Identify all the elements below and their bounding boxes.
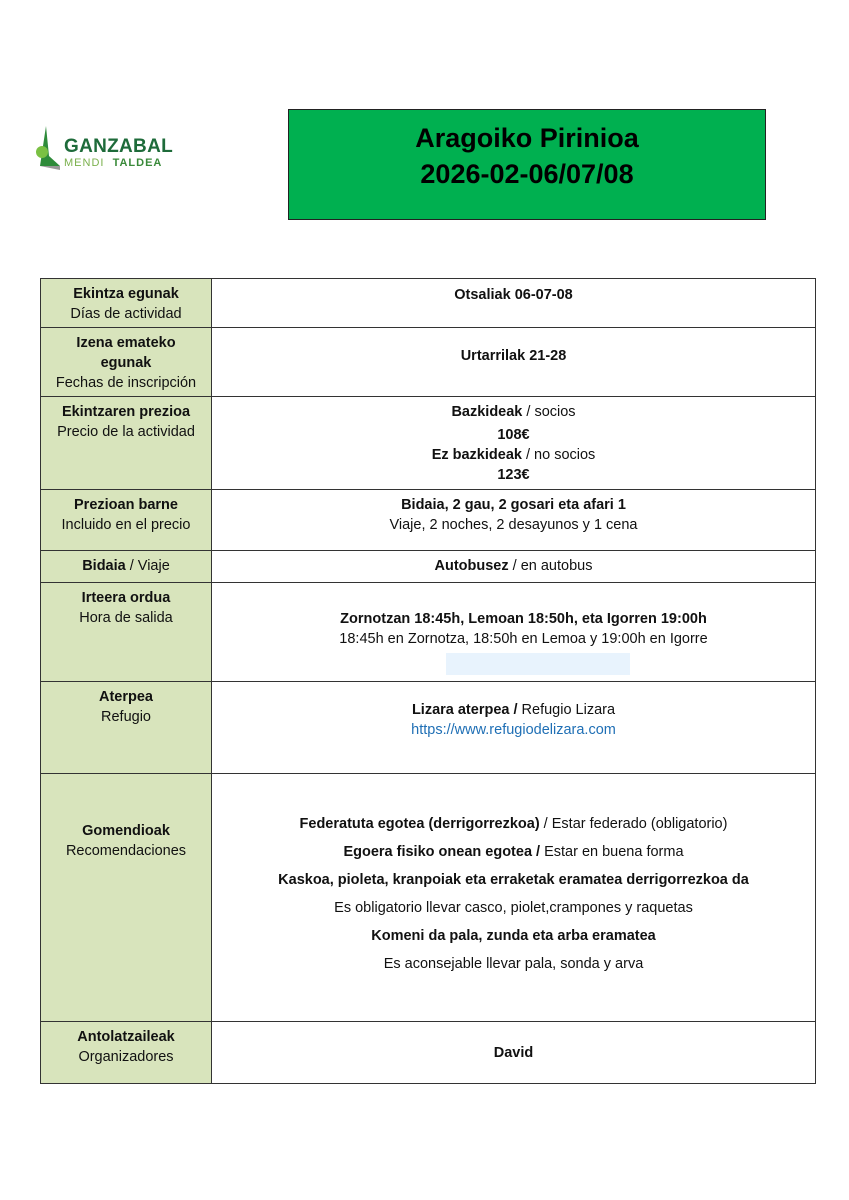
row-label: Aterpea (99, 689, 153, 705)
row-label-es: Días de actividad (70, 306, 182, 322)
recommendation: Es obligatorio llevar casco, piolet,crampones y raquetas (334, 900, 693, 916)
table-row (41, 682, 816, 774)
refuge-link[interactable]: https://www.refugiodelizara.com (411, 722, 616, 738)
registration-dates: Urtarrilak 21-28 (460, 348, 567, 364)
row-label-es: Refugio (101, 709, 151, 725)
recommendation: Egoera fisiko onean egotea / Estar en buena forma (343, 844, 684, 860)
table-row (41, 397, 816, 490)
row-label: Gomendioak (82, 823, 170, 839)
departure-es: 18:45h en Zornotza, 18:50h en Lemoa y 19:00h en Igorre (339, 631, 708, 647)
table-row (41, 583, 816, 682)
row-label-es: Recomendaciones (65, 843, 187, 859)
members-label: Bazkideak (451, 404, 523, 420)
row-label: Bidaia (82, 558, 126, 574)
non-members-label-es: / no socios (521, 447, 596, 463)
row-label: Antolatzaileak (77, 1029, 175, 1045)
non-members-price: 123€ (497, 467, 530, 483)
highlight (446, 653, 630, 675)
recommendation: Kaskoa, pioleta, kranpoiak eta erraketak eramatea derrigorrezkoa da (278, 872, 749, 888)
recommendation: Komeni da pala, zunda eta arba eramatea (371, 928, 656, 944)
table-row (41, 279, 816, 328)
row-label: Irteera ordua (81, 590, 171, 606)
recommendation: Es aconsejable llevar pala, sonda y arva (383, 956, 644, 972)
event-dates: 2026-02-06/07/08 (420, 159, 634, 189)
table-row (41, 328, 816, 397)
table-row (41, 490, 816, 551)
info-table (40, 278, 816, 1084)
row-label: Prezioan barne (74, 497, 178, 513)
members-label-es: / socios (522, 404, 576, 420)
row-label: Ekintzaren prezioa (61, 404, 191, 420)
row-label-es: Precio de la actividad (57, 424, 195, 440)
row-label-es: Organizadores (78, 1049, 174, 1065)
activity-days: Otsaliak 06-07-08 (454, 287, 573, 303)
departure-eu: Zornotzan 18:45h, Lemoan 18:50h, eta Igorren 19:00h (340, 611, 707, 627)
non-members-label: Ez bazkideak (431, 447, 522, 463)
table-row (41, 774, 816, 1022)
logo-subtitle: MENDI TALDEA (64, 157, 163, 169)
included-es: Viaje, 2 noches, 2 desayunos y 1 cena (389, 517, 638, 533)
refuge-eu: Lizara aterpea / (411, 702, 518, 718)
included-eu: Bidaia, 2 gau, 2 gosari eta afari 1 (401, 497, 626, 513)
organizer: David (493, 1044, 534, 1061)
row-label-es: / Viaje (125, 558, 170, 574)
members-price: 108€ (497, 427, 530, 443)
logo-name: GANZABAL (64, 136, 173, 157)
row-label: Izena emateko egunak (76, 335, 176, 371)
title-box (288, 109, 766, 220)
row-label-es: Hora de salida (79, 610, 173, 626)
transport-es: / en autobus (508, 558, 593, 574)
mountain-logo-icon (36, 126, 60, 170)
event-title: Aragoiko Pirinioa (415, 123, 639, 153)
club-logo (36, 126, 196, 176)
row-label-es: Fechas de inscripción (55, 375, 197, 391)
table-row (41, 551, 816, 583)
recommendation: Federatuta egotea (derrigorrezkoa) / Estar federado (obligatorio) (299, 816, 728, 832)
table-row (41, 1022, 816, 1084)
refuge-es: Refugio Lizara (517, 702, 616, 718)
row-label-es: Incluido en el precio (61, 517, 191, 533)
row-label: Ekintza egunak (73, 286, 179, 302)
transport-eu: Autobusez (434, 558, 509, 574)
